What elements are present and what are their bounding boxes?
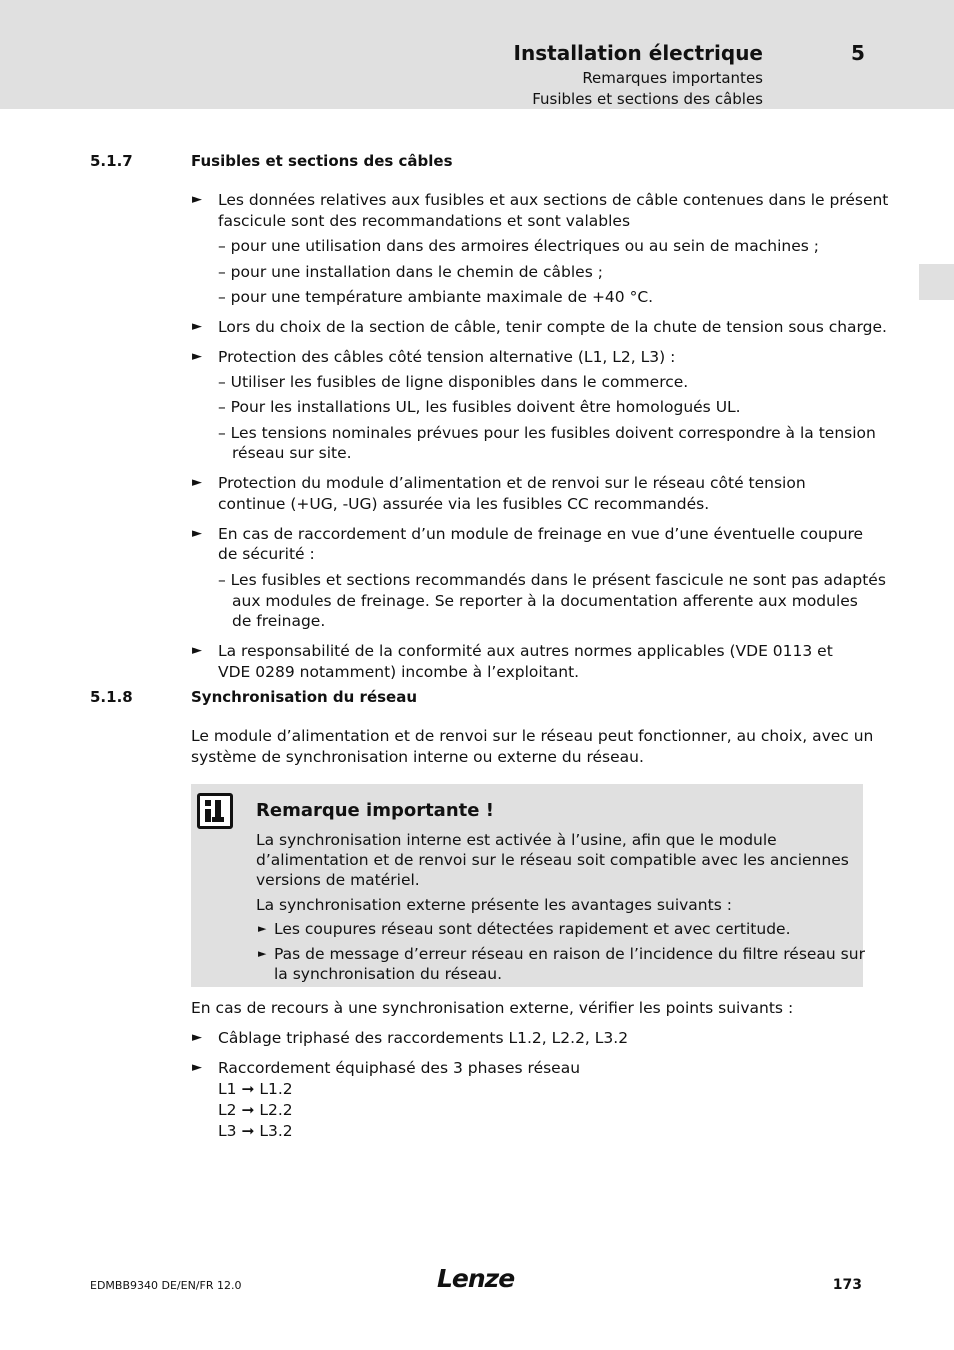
note-text: d’alimentation et de renvoi sur le réseau soit compatible avec les anciennes — [256, 851, 849, 869]
phase-mapping — [218, 1121, 293, 1141]
bullet-text: continue (+UG, -UG) assurée via les fusibles CC recommandés. — [218, 495, 710, 513]
arrow-right-icon: ➞ — [241, 1122, 255, 1140]
note-bullet-text: la synchronisation du réseau. — [274, 965, 503, 983]
dash-item: – pour une installation dans le chemin de câbles ; — [218, 263, 603, 281]
bullet-triangle-icon: ► — [192, 475, 202, 490]
document-id: EDMBB9340 DE/EN/FR 12.0 — [90, 1279, 242, 1292]
bullet-text: VDE 0289 notamment) incombe à l’exploitant. — [218, 663, 580, 681]
section-title: Synchronisation du réseau — [191, 688, 418, 706]
bullet-text: Protection du module d’alimentation et de renvoi sur le réseau côté tension — [218, 474, 806, 492]
paragraph-text: En cas de recours à une synchronisation externe, vérifier les points suivants : — [191, 999, 794, 1017]
chapter-side-tab — [919, 264, 954, 300]
bullet-text: fascicule sont des recommandations et sont valables — [218, 212, 631, 230]
bullet-triangle-icon: ► — [192, 349, 202, 364]
note-text: La synchronisation externe présente les avantages suivants : — [256, 896, 732, 914]
bullet-triangle-icon: ► — [258, 947, 267, 960]
phase-mapping — [218, 1100, 293, 1120]
note-text: La synchronisation interne est activée à l’usine, afin que le module — [256, 831, 777, 849]
note-title: Remarque importante ! — [256, 800, 494, 821]
arrow-right-icon: ➞ — [241, 1080, 255, 1098]
page-number: 173 — [832, 1277, 862, 1293]
chapter-title: Installation électrique — [513, 41, 763, 65]
section-number: 5.1.8 — [90, 688, 133, 706]
bullet-triangle-icon: ► — [192, 526, 202, 541]
note-bullet-text: Pas de message d’erreur réseau en raison de l’incidence du filtre réseau sur — [274, 945, 865, 963]
bullet-triangle-icon: ► — [192, 1060, 202, 1075]
bullet-text: Câblage triphasé des raccordements L1.2, L2.2, L3.2 — [218, 1029, 629, 1047]
phase-to: L2.2 — [259, 1101, 293, 1119]
dash-item: réseau sur site. — [232, 444, 352, 462]
bullet-text: Protection des câbles côté tension alternative (L1, L2, L3) : — [218, 348, 676, 366]
dash-item: – Les fusibles et sections recommandés dans le présent fascicule ne sont pas adaptés — [218, 571, 886, 589]
section-title: Fusibles et sections des câbles — [191, 152, 453, 170]
bullet-text: de sécurité : — [218, 545, 315, 563]
dash-item: – pour une température ambiante maximale de +40 °C. — [218, 288, 654, 306]
note-text: versions de matériel. — [256, 871, 420, 889]
bullet-triangle-icon: ► — [192, 643, 202, 658]
dash-item: de freinage. — [232, 612, 326, 630]
dash-item: – Les tensions nominales prévues pour les fusibles doivent correspondre à la tension — [218, 424, 876, 442]
bullet-text: Lors du choix de la section de câble, tenir compte de la chute de tension sous charge. — [218, 318, 887, 336]
phase-from: L1 — [218, 1080, 237, 1098]
dash-item: aux modules de freinage. Se reporter à la documentation afferente aux modules — [232, 592, 858, 610]
note-bullet-text: Les coupures réseau sont détectées rapidement et avec certitude. — [274, 920, 791, 938]
lenze-logo: Lenze — [437, 1264, 515, 1293]
chapter-number: 5 — [851, 41, 865, 65]
bullet-text: Raccordement équiphasé des 3 phases réseau — [218, 1059, 581, 1077]
bullet-triangle-icon: ► — [192, 319, 202, 334]
arrow-right-icon: ➞ — [241, 1101, 255, 1119]
bullet-triangle-icon: ► — [192, 192, 202, 207]
phase-from: L2 — [218, 1101, 237, 1119]
dash-item: – pour une utilisation dans des armoires électriques ou au sein de machines ; — [218, 237, 819, 255]
phase-mapping — [218, 1079, 293, 1099]
bullet-text: En cas de raccordement d’un module de freinage en vue d’une éventuelle coupure — [218, 525, 864, 543]
phase-from: L3 — [218, 1122, 237, 1140]
dash-item: – Pour les installations UL, les fusibles doivent être homologués UL. — [218, 398, 741, 416]
bullet-text: La responsabilité de la conformité aux autres normes applicables (VDE 0113 et — [218, 642, 833, 660]
page-header — [0, 0, 954, 109]
dash-item: – Utiliser les fusibles de ligne disponibles dans le commerce. — [218, 373, 689, 391]
paragraph-text: Le module d’alimentation et de renvoi sur le réseau peut fonctionner, au choix, avec un — [191, 727, 874, 745]
header-subtitle: Fusibles et sections des câbles — [532, 90, 763, 108]
section-number: 5.1.7 — [90, 152, 133, 170]
paragraph-text: système de synchronisation interne ou externe du réseau. — [191, 748, 644, 766]
bullet-triangle-icon: ► — [192, 1030, 202, 1045]
bullet-triangle-icon: ► — [258, 922, 267, 935]
phase-to: L1.2 — [259, 1080, 293, 1098]
bullet-text: Les données relatives aux fusibles et aux sections de câble contenues dans le présent — [218, 191, 889, 209]
info-icon — [197, 793, 233, 829]
header-subtitle: Remarques importantes — [582, 69, 763, 87]
phase-to: L3.2 — [259, 1122, 293, 1140]
